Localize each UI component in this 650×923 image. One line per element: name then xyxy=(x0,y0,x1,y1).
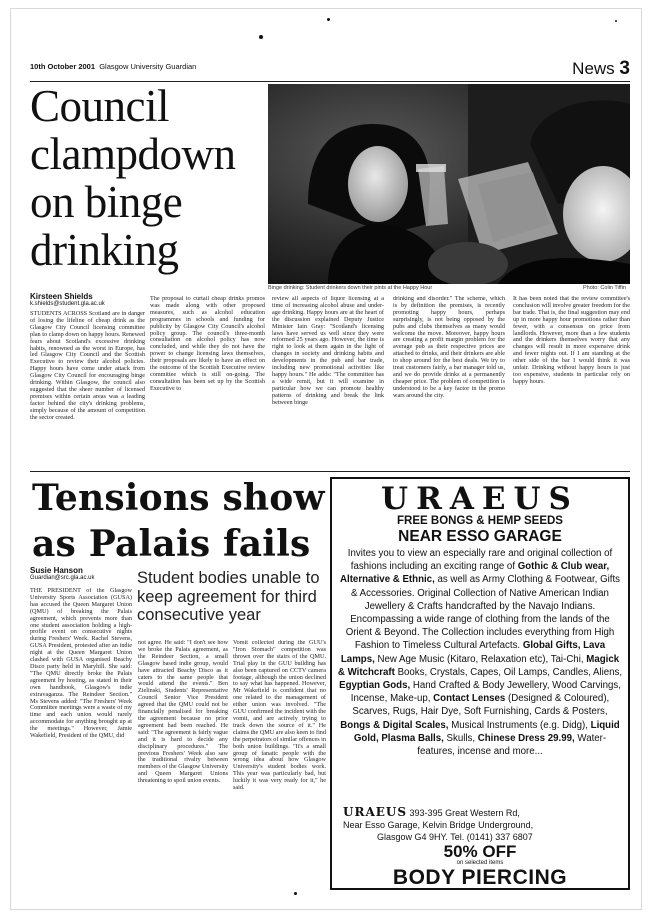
photo-caption-text: Binge drinking: Student drinkers down their pints at the Happy Hour xyxy=(268,285,433,291)
advert-discount: 50% OFF xyxy=(443,842,517,861)
advert-footer xyxy=(337,806,623,889)
story2-column-1: THE PRESIDENT of the Glasgow University Sports Association (GUSA) has accused the Queen Margaret Union (QMU) of breaking the Palais agreement, which prevents more than one student association holding a high-profile event on consecutive nights during Freshers' Week. Rachel Stevens, GUSA President, protested after an indie night at the Queen Margaret Union clashed with GUSA organised Beachy Disco party held in Maryhill. She said: "The QMU directly broke the Palais agreement by hosting, as stated in their own handbook, Glasgow's indie extravaganza. The Reindeer Section." Ms Stevens added: "The Freshers' Week Committee meetings were a waste of my time and each union would rarely accommodate for anything brought up at the meetings." However, Jamie Wakefield, President of the QMU, did xyxy=(30,588,132,740)
story2-column-3: Vomit collected during the GUU's "Iron Stomach" competition was thrown over the stairs of the QMU. Trial play in the GUU building has also been captured on CCTV camera footage, although the union declined to say what has happened. However, Mr Wakefield is confident that no one related to the management of either union was involved. "The GUU confirmed the incident with the vomit, and are actively trying to track down the source of it." He claims the QMU are also keen to find the perpetrators of similar offences in both union buildings. "It's a small group of fanatic people with the wrong idea about how Glasgow University's student bodies work. This year was particularly bad, but luckily it was very ready for it," he said. xyxy=(233,640,326,792)
scan-speck xyxy=(259,35,263,39)
advert-text: New Age Music (Kitaro, Relaxation etc), Tai-Chi, xyxy=(377,653,584,665)
story-divider xyxy=(30,471,630,472)
story1-author: Kirsteen Shields xyxy=(30,292,93,301)
drinkers-photo-image xyxy=(268,84,630,284)
story2-byline xyxy=(30,566,130,581)
advert-body xyxy=(337,547,623,758)
advert-highlight-gifts: Global Gifts, Lava Lamps, xyxy=(340,640,606,665)
section-label xyxy=(572,58,630,80)
story1-column-1: STUDENTS ACROSS Scotland are in danger of losing the lifeline of cheap drink as the Glasgow City Council licensing committee plan to clamp down on happy hours. Renewed fears about Scotland's excessive drinking habits, renowned as the worst in Europe, has led Glasgow City Council and the Scottish Executive to review their alcohol policies. Happy hours have come under attack from Glasgow City Council for encouraging binge drinking. Within Glasgow, the council also suggested that the sheer number of licensed premises within certain areas was a leading factor behind the city's drinking problems, simply because of the amount of competition the sector created. xyxy=(30,311,145,421)
advert-text: Hand Crafted & Body Jewellery, Wood Carvings, Incense, Make-up, xyxy=(350,680,621,705)
advert-text: (Designed & Coloured), Scarves, Rugs, Hair Dye, Soft Furnishing, Cards & Posters, xyxy=(352,693,610,718)
advert-address-line-2: Near Esso Garage, Kelvin Bridge Underground, xyxy=(343,820,534,830)
story1-column-4: drinking and disorder." The scheme, which is by definition the premises, is recently promoting happy hours, perhaps surprisingly, is not being opposed by the pubs and clubs themselves as many would welcome the move. Moreover, happy hours are creating a profit margin problem for the average pub as their respective prices are attached to drinks, and their drinkers are able to shop around for the best deals. We try to treat customers fairly, a bar manager told us, and we do provide drinks at a permanently cheaper price. The problem of competition is understood to be a key factor in the promo wars around the city. xyxy=(393,296,505,399)
advert-highlight-gothic: Gothic & Club wear, Alternative & Ethnic, xyxy=(340,561,610,586)
advert-brand-small: URAEUS xyxy=(343,805,408,819)
advert-brand: URAEUS xyxy=(381,481,579,517)
advert-text: Books, Crystals, Capes, Oil Lamps, Candles, Aliens, xyxy=(397,666,623,678)
story2-headline: Tensions show as Palais fails xyxy=(32,477,325,565)
scan-speck xyxy=(327,18,330,21)
advert-highlight-egyptian: Egyptian Gods, xyxy=(339,680,411,692)
advert-intro: Invites you to view an especially rare and original collection of fashions including an exciting range of xyxy=(347,548,613,573)
advert-highlight-dress: Chinese Dress 29.99, xyxy=(477,732,575,744)
publication-name: Glasgow University Guardian xyxy=(99,62,197,71)
advert-highlight-magick: Magick & Witchcraft xyxy=(337,653,620,678)
advert-street: 393-395 Great Western Rd, xyxy=(409,808,520,818)
story1-column-3: review all aspects of liquor licensing at a time of increasing alcohol abuse and under-age drinking. Happy hours are at the heart of the discussion explained Deputy Justice Minister Iain Gray: "Scotland's licensing laws have served us well since they were reformed 25 years ago. However, the time is right to look at them again in the light of changes in society and drinking habits and developments in the pub and bar trade, including new promotional activities like happy hours." He adds: "The committee has a wide remit, but it will examine in particular how we can promote healthy patterns of drinking and break the link between binge xyxy=(272,296,384,406)
story2-column-2: not agree. He said: "I don't see how we broke the Palais agreement, as the Reindeer Section, a small Glasgow based indie group, would have attracted Beachy Disco as it caters to the same people that would attend the events." Ben Zielinski, Students' Representative Council Senior Vice President agreed that the QMU could not be financially penalised for breaking the agreement because no prior agreement had been reached. He said: "The agreement is fairly vague and it is hard to decide any disciplinary procedures." The previous Freshers' Week also saw the traditional rivalry between members of the Glasgow University and Queen Margaret Unions threatening to spoil union events. xyxy=(138,640,228,785)
advert-address-line-3: Glasgow G4 9HY. Tel. (0141) 337 6807 xyxy=(377,832,533,842)
story2-author-email: Guardian@src.gla.ac.uk xyxy=(30,575,95,581)
story1-photo xyxy=(268,84,630,284)
advert-tagline: FREE BONGS & HEMP SEEDS xyxy=(397,515,563,527)
uraeus-advert xyxy=(330,477,630,890)
story1-column-2: The proposal to curtail cheap drinks promos was made along with other proposed measures, such as alcohol education programmes in schools and funding for publicity by Glasgow City Council's alcohol policy group. The council's three-month consultation on alcohol policy has now concluded, and while they do not have the power to change licensing laws themselves, their proposals are likely to have an effect on the outcome of the Scottish Executive review committee which is still on-going. The consultation has been set up by the Scottish Executive to xyxy=(150,296,265,392)
scan-speck xyxy=(615,20,617,22)
story2-standfirst: Student bodies unable to keep agreement for third consecutive year xyxy=(137,569,320,624)
story1-author-email: k.shields@student.gla.ac.uk xyxy=(30,301,105,307)
advert-highlight-liquid-gold: Liquid Gold, Plasma Balls, xyxy=(353,719,620,744)
story1-byline xyxy=(30,292,130,307)
advert-text: Water-features, incense and more... xyxy=(417,732,607,758)
story1-column-5: It has been noted that the review committee's conclusion will involve greater freedom for the bar trade. That is, the final suggestion may end up in more happy hour promotions rather than fewer, with a consensus on price from landlords. However, more than a few students and the drinkers themselves worry that any changes will result in more expensive drink and fewer nights out. If I am standing at the other side of the bar I would think it was unfair. Drinking without happy hours is just too expensive, students in particular rely on happy hours. xyxy=(513,296,630,385)
section-name: News xyxy=(572,59,615,78)
advert-text: as well as Army Clothing & Footwear, Gifts & Accessories. Original Collection of Native American Indian Jewellery & Crafts handcrafted by the Navajo Indians. Encompassing a wide range of clothing from the lands of the Orient & Beyond. The Collection includes everything from High Fashion to Timeless Cultural Artefacts. xyxy=(345,574,620,652)
page-header xyxy=(30,58,630,82)
story1-headline: Council clampdown on binge drinking xyxy=(30,81,236,275)
advert-discount-note: on selected items xyxy=(456,860,504,866)
advert-location: NEAR ESSO GARAGE xyxy=(398,528,562,545)
issue-date-line xyxy=(30,62,196,71)
advert-address-line-1 xyxy=(337,806,623,819)
page-number: 3 xyxy=(619,58,630,79)
story2-author: Susie Hanson xyxy=(30,566,83,575)
story1-photo-caption xyxy=(268,285,630,291)
scan-speck xyxy=(294,892,297,895)
advert-highlight-bongs: Bongs & Digital Scales, xyxy=(340,719,449,731)
advert-piercing: BODY PIERCING xyxy=(392,866,568,889)
photo-credit: Photo: Colin Tiffin xyxy=(582,285,626,291)
advert-text: Musical Instruments (e.g. Didg), xyxy=(451,719,588,731)
advert-highlight-lenses: Contact Lenses xyxy=(433,693,506,705)
advert-text: Skulls, xyxy=(446,732,476,744)
issue-date: 10th October 2001 xyxy=(30,62,96,71)
